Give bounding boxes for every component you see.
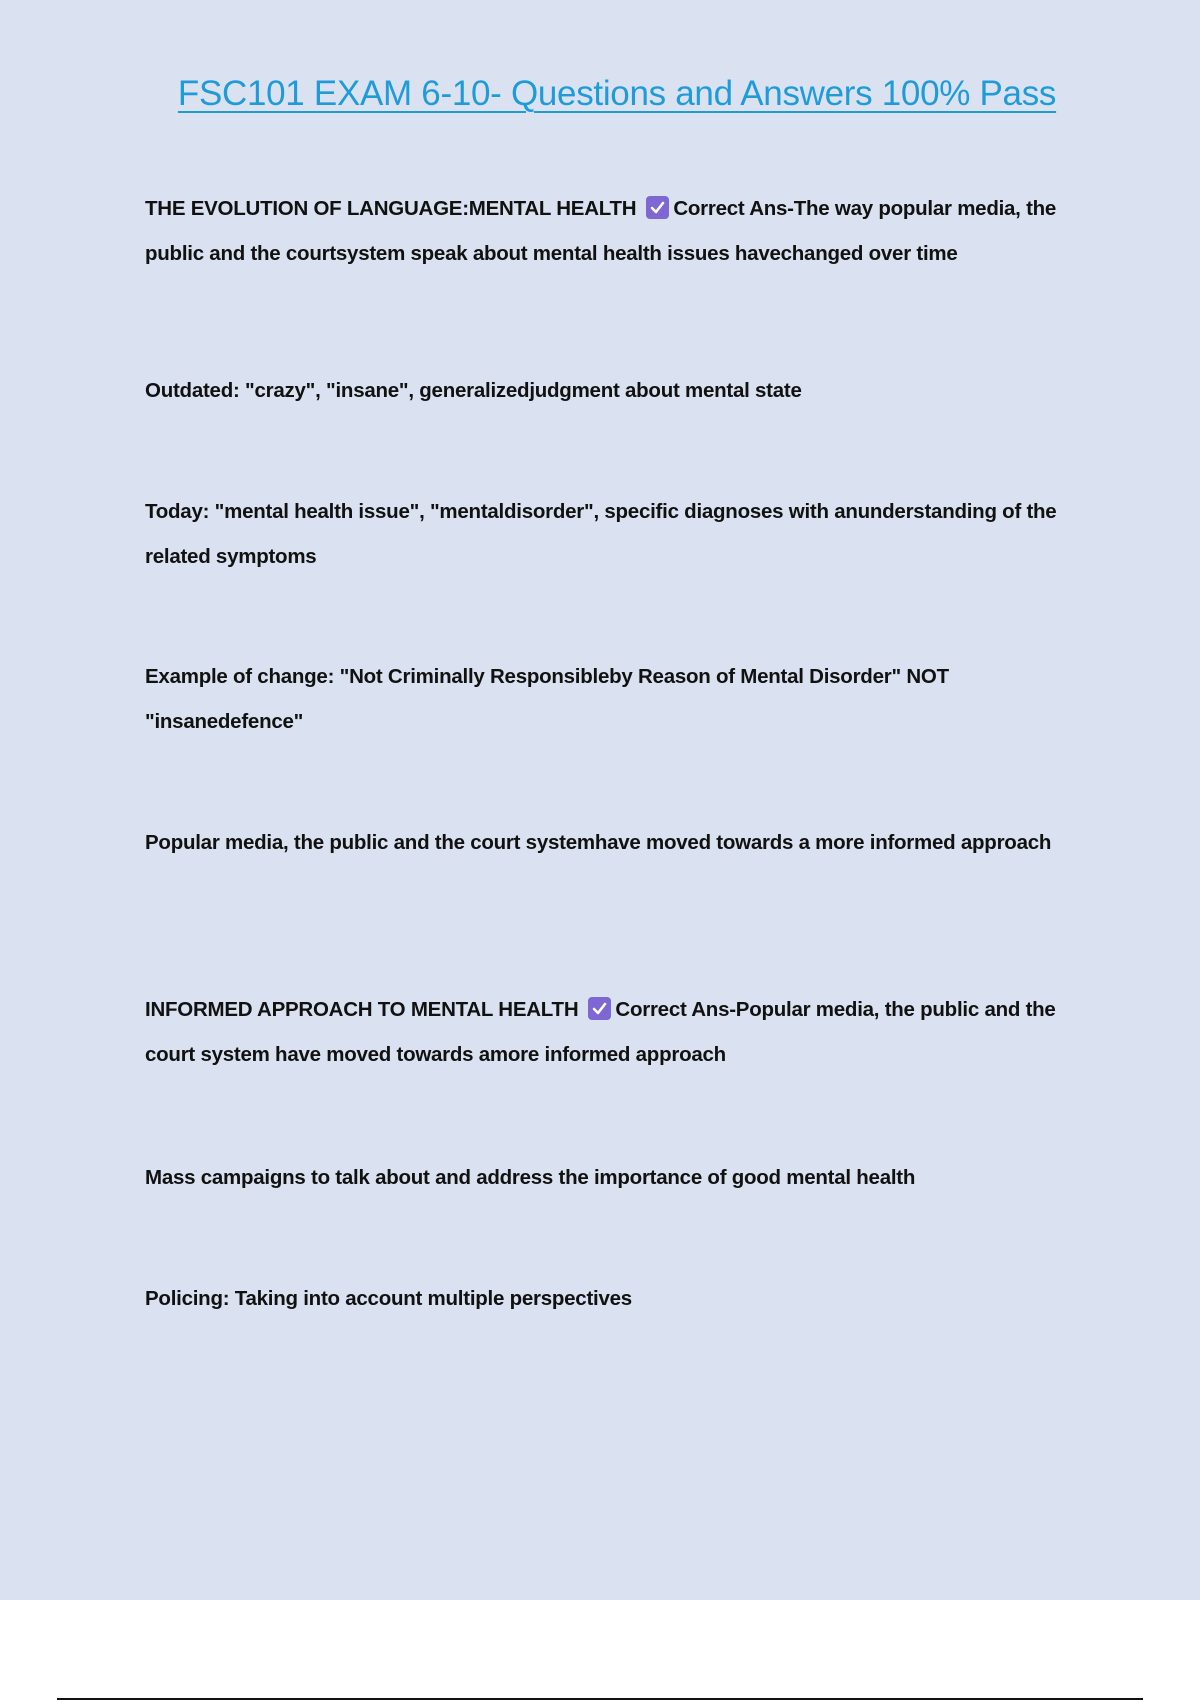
checkmark-icon bbox=[588, 997, 611, 1020]
note-paragraph: Today: "mental health issue", "mentaldisorder", specific diagnoses with anunderstanding of the related symptoms bbox=[145, 500, 1057, 568]
question-text: INFORMED APPROACH TO MENTAL HEALTH bbox=[145, 998, 579, 1021]
question-text: THE EVOLUTION OF LANGUAGE:MENTAL HEALTH bbox=[145, 197, 637, 220]
note-paragraph: Policing: Taking into account multiple perspectives bbox=[145, 1287, 632, 1310]
document-title: FSC101 EXAM 6-10- Questions and Answers 100% Pass bbox=[177, 74, 1057, 113]
answer-text: Correct Ans-The way popular media, the public and the courtsystem speak about mental health issues havechanged over time bbox=[145, 197, 1057, 265]
note-paragraph: Example of change: "Not Criminally Responsibleby Reason of Mental Disorder" NOT "insanedefence" bbox=[145, 665, 949, 733]
answer-text: Correct Ans-Popular media, the public and the court system have moved towards amore informed approach bbox=[145, 998, 1056, 1066]
qa-item bbox=[145, 186, 1085, 276]
note-paragraph: Outdated: "crazy", "insane", generalizedjudgment about mental state bbox=[145, 379, 802, 402]
note-paragraph: Mass campaigns to talk about and address the importance of good mental health bbox=[145, 1166, 916, 1189]
note-paragraph: Popular media, the public and the court systemhave moved towards a more informed approach bbox=[145, 831, 1052, 854]
qa-item bbox=[145, 987, 1085, 1077]
checkmark-icon bbox=[646, 196, 669, 219]
